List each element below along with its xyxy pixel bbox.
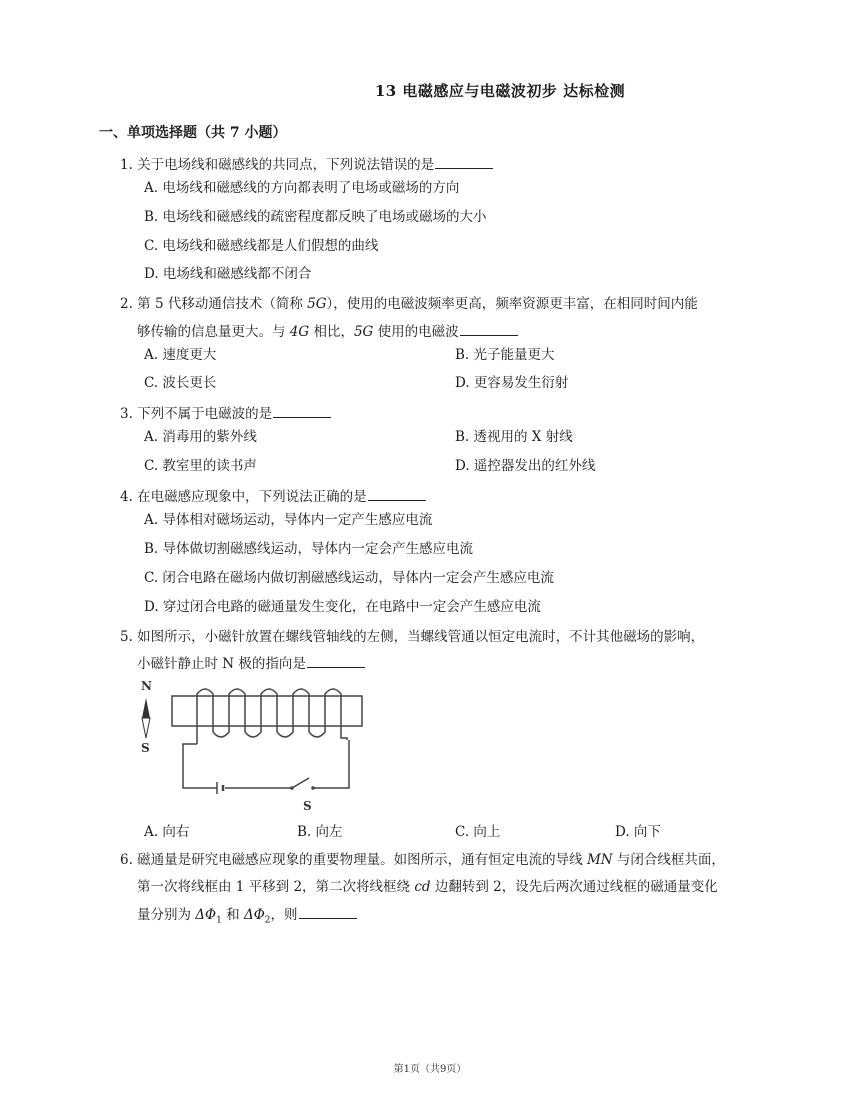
question-2-stem-line2: 够传输的信息量更大。与 4G 相比，5G 使用的电磁波 [137,322,518,341]
question-3-stem: 3. 下列不属于电磁波的是 [120,404,331,423]
answer-blank[interactable] [435,155,493,169]
question-4-stem: 4. 在电磁感应现象中，下列说法正确的是 [120,487,426,506]
question-5-stem-line1: 5. 如图所示，小磁针放置在螺线管轴线的左侧，当螺线管通以恒定电流时，不计其他磁场的影响， [120,629,705,645]
compass-north-half [142,698,150,718]
question-2-stem-line1: 2. 第 5 代移动通信技术（简称 5G），使用的电磁波频率更高，频率资源更丰富，在相同时间内能 [120,296,698,312]
answer-blank[interactable] [368,487,426,501]
page-footer: 第1页（共9页） [393,1064,467,1075]
solenoid-coil [197,689,347,744]
circuit-wires [183,740,349,788]
question-1-option-d: D. 电场线和磁感线都不闭合 [144,266,312,282]
question-1-option-a: A. 电场线和磁感线的方向都表明了电场或磁场的方向 [144,180,460,196]
question-1-option-b: B. 电场线和磁感线的疏密程度都反映了电场或磁场的大小 [144,209,487,225]
question-2-option-a: A. 速度更大 [144,347,217,363]
question-2-option-d: D. 更容易发生衍射 [455,375,569,391]
answer-blank[interactable] [307,654,365,668]
question-2-option-c: C. 波长更长 [144,375,217,391]
question-5-option-b: B. 向左 [297,824,343,840]
answer-blank[interactable] [299,905,357,919]
switch-label: S [303,799,312,813]
question-5-option-c: C. 向上 [455,824,501,840]
question-1-stem: 1. 关于电场线和磁感线的共同点，下列说法错误的是 [120,155,493,174]
answer-blank[interactable] [460,322,518,336]
question-3-option-d: D. 遥控器发出的红外线 [455,458,596,474]
compass-n-label: N [141,679,152,693]
question-5-option-a: A. 向右 [144,824,190,840]
question-5-stem-line2: 小磁针静止时 N 极的指向是 [137,654,365,673]
page-title: 13 电磁感应与电磁波初步 达标检测 [374,82,626,100]
compass-south-half [142,718,150,738]
question-6-stem-line1: 6. 磁通量是研究电磁感应现象的重要物理量。如图所示，通有恒定电流的导线 MN 与闭合线框共面， [120,852,725,868]
question-4-option-b: B. 导体做切割磁感线运动，导体内一定会产生感应电流 [144,541,474,557]
question-3-option-b: B. 透视用的 X 射线 [455,429,573,445]
question-4-option-a: A. 导体相对磁场运动，导体内一定产生感应电流 [144,512,433,528]
question-1-option-c: C. 电场线和磁感线都是人们假想的曲线 [144,238,379,254]
question-6-stem-line2: 第一次将线框由 1 平移到 2，第二次将线框绕 cd 边翻转到 2，设先后两次通过线框的磁通量变化 [137,879,718,895]
question-2-option-b: B. 光子能量更大 [455,347,555,363]
question-4-option-c: C. 闭合电路在磁场内做切割磁感线运动，导体内一定会产生感应电流 [144,570,554,586]
switch-lever [292,778,309,788]
question-5-option-d: D. 向下 [615,824,661,840]
question-4-option-d: D. 穿过闭合电路的磁通量发生变化，在电路中一定会产生感应电流 [144,599,541,615]
solenoid-core [172,696,362,726]
answer-blank[interactable] [273,404,331,418]
section-header: 一、单项选择题（共 7 小题） [99,125,287,141]
compass-s-label: S [141,741,150,755]
question-3-option-c: C. 教室里的读书声 [144,458,257,474]
solenoid-circuit-figure [137,676,367,816]
question-3-option-a: A. 消毒用的紫外线 [144,429,257,445]
switch-contact [311,786,315,790]
question-6-stem-line3: 量分别为 $\Delta\Phi_1$ 和 $\Delta\Phi_2$，则 [137,905,357,930]
